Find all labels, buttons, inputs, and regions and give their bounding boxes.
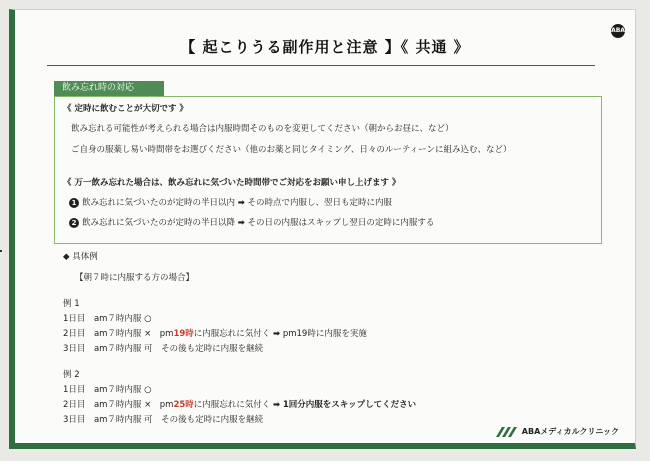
highlight-time: 19時 [173,329,194,339]
row-text-post: に内服忘れに気付く [193,400,271,410]
example-2-label: 例 2 [63,370,80,380]
case-1-condition: 飲み忘れに気づいたのが定時の半日以内 [82,198,236,208]
heading-on-time: 《 定時に飲むことが大切です 》 [63,104,188,114]
arrow-right-icon: ➡ [237,218,245,228]
title-divider [47,65,595,66]
example-2-row-1 [63,383,152,395]
row-action: 1回分内服をスキップしてください [282,400,417,410]
example-1-row-2 [63,327,367,339]
clinic-logo-icon [496,427,518,437]
example-1-row-1 [63,312,152,324]
day-label: 2日目 [63,329,86,339]
case-2-condition: 飲み忘れに気づいたのが定時の半日以降 [82,218,236,228]
advice-line-1: 飲み忘れる可能性が考えられる場合は内服時間そのものを変更してください（朝からお昼に、など） [71,124,454,134]
row-text: am７時内服 ○ [93,314,152,324]
case-2 [69,216,434,228]
examples-heading: ◆ 具体例 [63,252,98,262]
arrow-right-icon: ➡ [237,198,245,208]
number-1-icon: 1 [69,198,79,208]
row-text-pre: am７時内服 × pm [93,400,174,410]
row-action: pm19時に内服を実施 [282,329,367,339]
case-1-action: その時点で内服し、翌日も定時に内服 [247,198,393,208]
case-2-action: その日の内服はスキップし翌日の定時に内服する [247,218,435,228]
example-2-row-3 [63,413,263,425]
arrow-right-icon: ➡ [273,400,281,410]
case-1 [69,196,392,208]
section-tag: 飲み忘れ時の対応 [54,81,164,96]
example-2-row-2 [63,398,416,410]
row-text: am７時内服 ○ [93,385,152,395]
day-label: 1日目 [63,385,86,395]
page-title: 【 起こりうる副作用と注意 】《 共通 》 [180,38,470,56]
arrow-right-icon: ➡ [273,329,281,339]
slide-page [9,9,636,449]
missed-dose-box [54,96,602,244]
row-text-post: に内服忘れに気付く [193,329,271,339]
row-text: am７時内服 可 その後も定時に内服を継続 [93,344,264,354]
day-label: 2日目 [63,400,86,410]
clinic-badge-icon: ABA [611,24,625,38]
example-1-row-3 [63,342,263,354]
number-2-icon: 2 [69,218,79,228]
advice-line-2: ご自身の服薬し易い時間帯をお選びください（他のお薬と同じタイミング、日々のルーティーンに組み込む、など） [71,145,512,155]
day-label: 3日目 [63,344,86,354]
row-text-pre: am７時内服 × pm [93,329,174,339]
day-label: 3日目 [63,415,86,425]
example-1-label: 例 1 [63,299,80,309]
footer-brand-name: ABAメディカルクリニック [521,427,619,436]
highlight-time: 25時 [173,400,194,410]
day-label: 1日目 [63,314,86,324]
heading-if-missed: 《 万一飲み忘れた場合は、飲み忘れに気づいた時間帯でご対応をお願い申し上げます 》 [63,178,401,188]
row-text: am７時内服 可 その後も定時に内服を継続 [93,415,264,425]
scan-dot [0,250,2,252]
footer-brand [496,426,619,437]
examples-subheading: 【朝７時に内服する方の場合】 [75,273,195,283]
